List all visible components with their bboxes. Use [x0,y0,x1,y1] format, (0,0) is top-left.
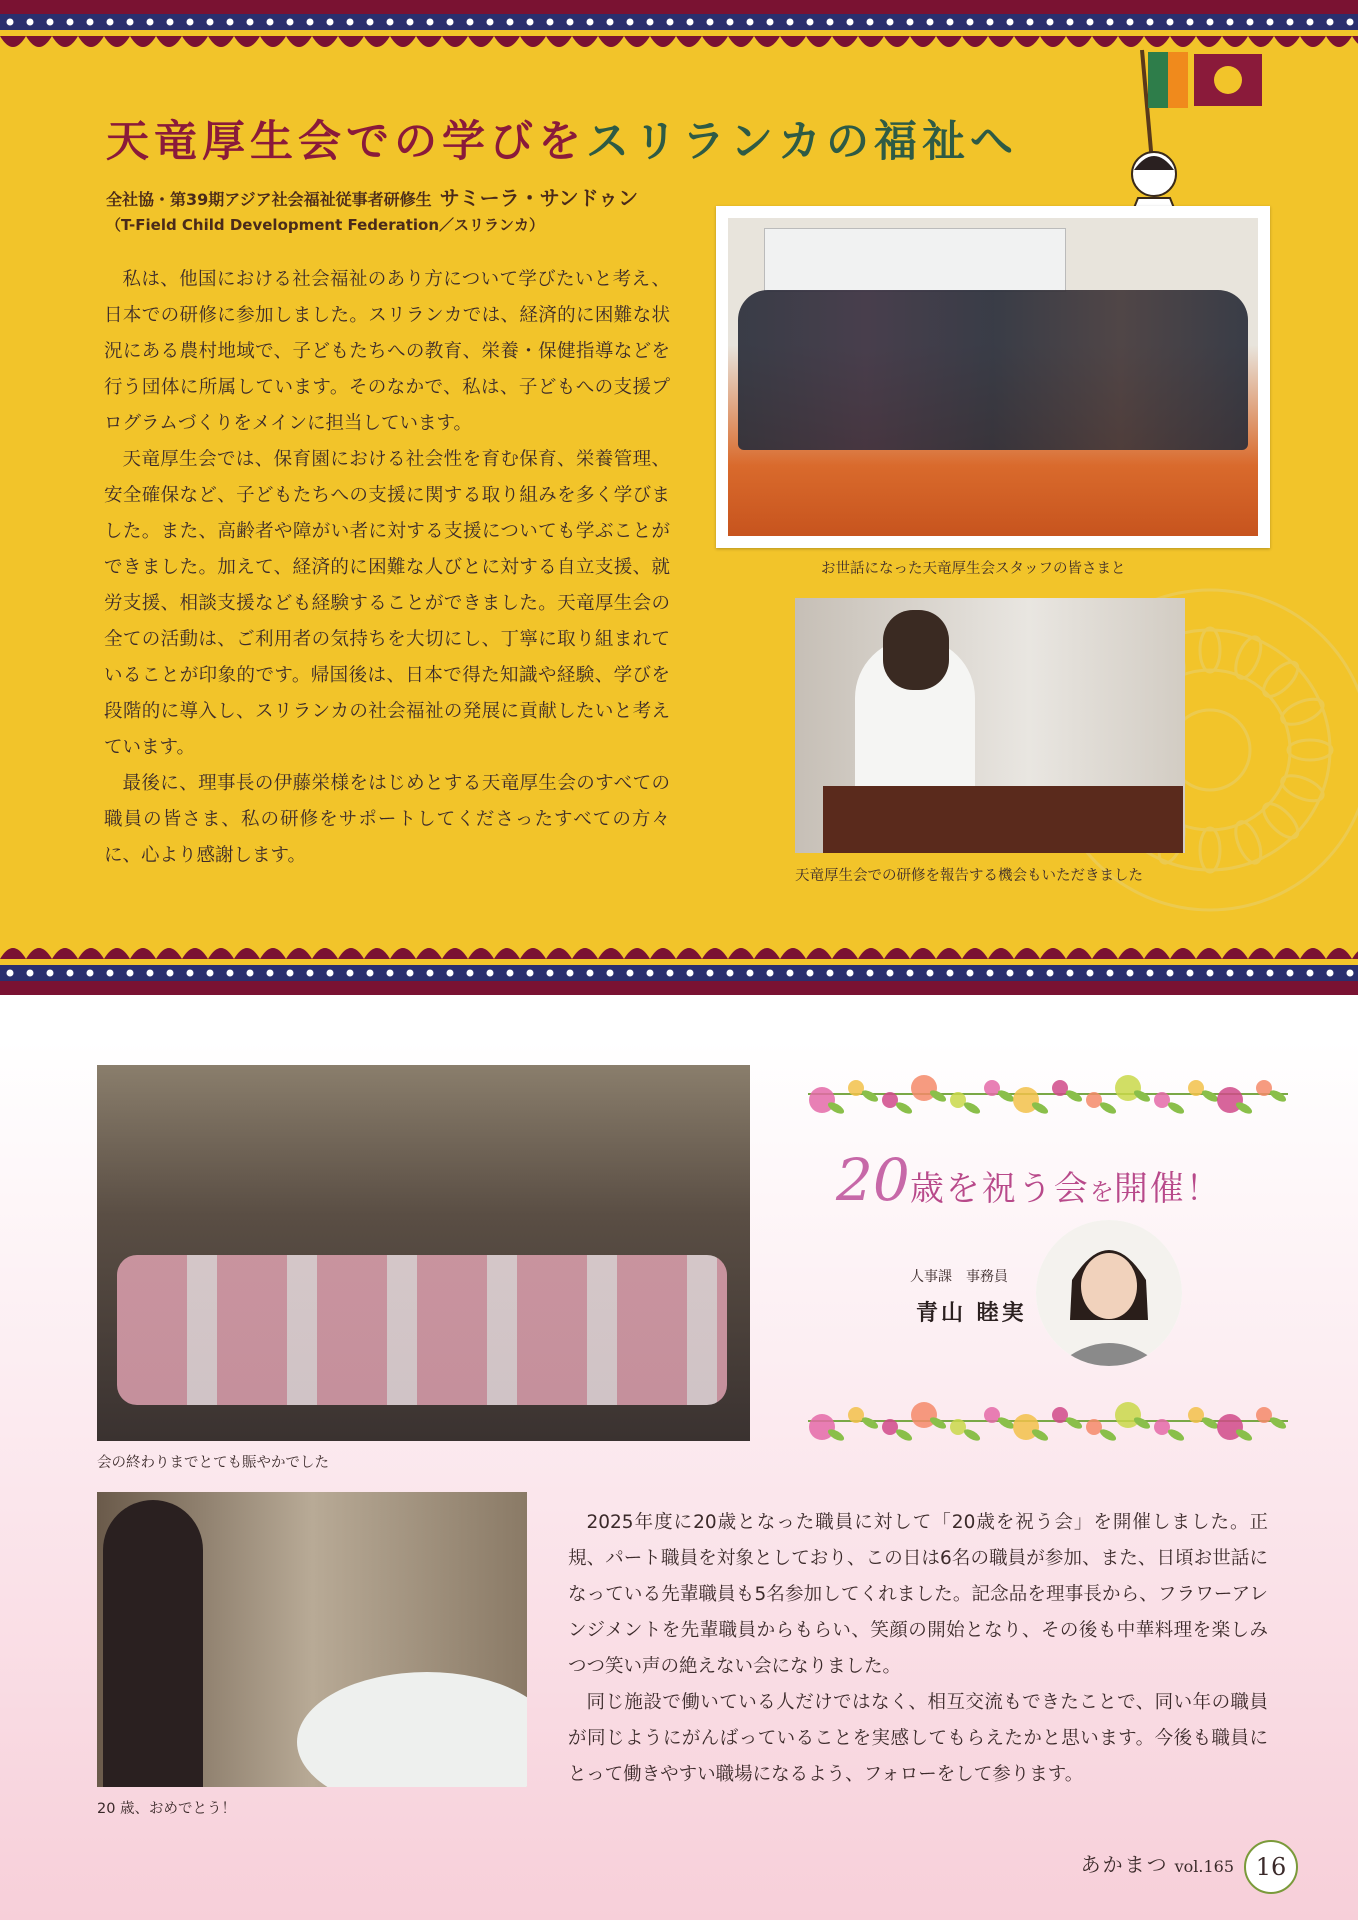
paragraph: 2025年度に20歳となった職員に対して「20歳を祝う会」を開催しました。正規、パート職員を対象としており、この日は6名の職員が参加、また、日頃お世話になっている先輩職員も5名参加してくれました。記念品を理事長から、フラワーアレンジメントを先輩職員からもらい、笑顔の開始となり、その後も中華料理を楽しみつつ笑い声の絶えない会になりました。 [568,1512,1268,1677]
volume-number: vol.165 [1174,1856,1234,1876]
flag-mascot-illustration [1108,42,1278,232]
photo-caption: お世話になった天竜厚生会スタッフの皆さまと [821,561,1126,577]
page-number: 16 [1244,1840,1298,1894]
title-text2: 開催！ [1113,1169,1222,1209]
article-body [104,262,670,874]
group-photo-frame [716,206,1270,548]
author-organization: （T-Field Child Development Federation／スリランカ） [106,216,545,234]
magazine-title: あかまつ [1080,1852,1169,1877]
author-name: サミーラ・サンドゥン [439,186,639,210]
presentation-photo [795,598,1185,853]
title-number: 20 [836,1146,910,1214]
photo-caption: 20 歳、おめでとう！ [97,1801,237,1817]
title-part2: スリランカ [586,117,826,167]
dinner-photo [97,1492,527,1787]
page-footer [1081,1840,1298,1894]
title-part3: の福祉へ [826,117,1018,167]
paragraph: 天竜厚生会では、保育園における社会性を育む保育、栄養管理、安全確保など、子どもたちへの支援に関する取り組みを多く学びました。また、高齢者や障がい者に対する支援についても学ぶことができました。加えて、経済的に困難な人びとに対する自立支援、就労支援、相談支援なども経験することができました。天竜厚生会の全ての活動は、ご利用者の気持ちを大切にし、丁寧に取り組まれていることが印象的です。帰国後は、日本で得た知識や経験、学びを段階的に導入し、スリランカの社会福祉の発展に貢献したいと考えています。 [104,449,670,758]
paragraph: 私は、他国における社会福祉のあり方について学びたいと考え、日本での研修に参加しました。スリランカでは、経済的に困難な状況にある農村地域で、子どもたちへの教育、栄養・保健指導などを行う団体に所属しています。そのなかで、私は、子どもへの支援プログラムづくりをメインに担当しています。 [104,269,670,434]
author-line [106,182,638,211]
article-body [568,1505,1268,1793]
floral-decoration-bottom [808,1393,1288,1447]
photo-caption: 会の終わりまでとても賑やかでした [97,1455,329,1471]
floral-decoration-top [808,1066,1288,1120]
photo-caption: 天竜厚生会での研修を報告する機会もいただきました [795,868,1143,884]
decorative-border-bottom [0,935,1358,995]
author-portrait [1036,1220,1182,1366]
author-role: 全社協・第39期アジア社会福祉従事者研修生 [106,190,432,209]
party-group-photo [97,1065,750,1441]
article-title [836,1146,1222,1214]
paragraph: 同じ施設で働いている人だけではなく、相互交流もできたことで、同い年の職員が同じようにがんばっていることを実感してもらえたかと思います。今後も職員にとって働きやすい職場になるよう、フォローをして参ります。 [568,1692,1268,1785]
title-text1: 歳を祝う会 [909,1169,1090,1209]
paragraph: 最後に、理事長の伊藤栄様をはじめとする天竜厚生会のすべての職員の皆さま、私の研修をサポートしてくださったすべての方々に、心より感謝します。 [104,773,670,866]
author-name: 青山 睦実 [916,1301,1027,1326]
title-part1: 天竜厚生会での学びを [106,117,586,167]
author-department: 人事課 事務員 [910,1269,1008,1285]
article-title [106,108,1018,169]
title-particle: を [1089,1178,1114,1206]
staff-group-photo [728,218,1258,536]
